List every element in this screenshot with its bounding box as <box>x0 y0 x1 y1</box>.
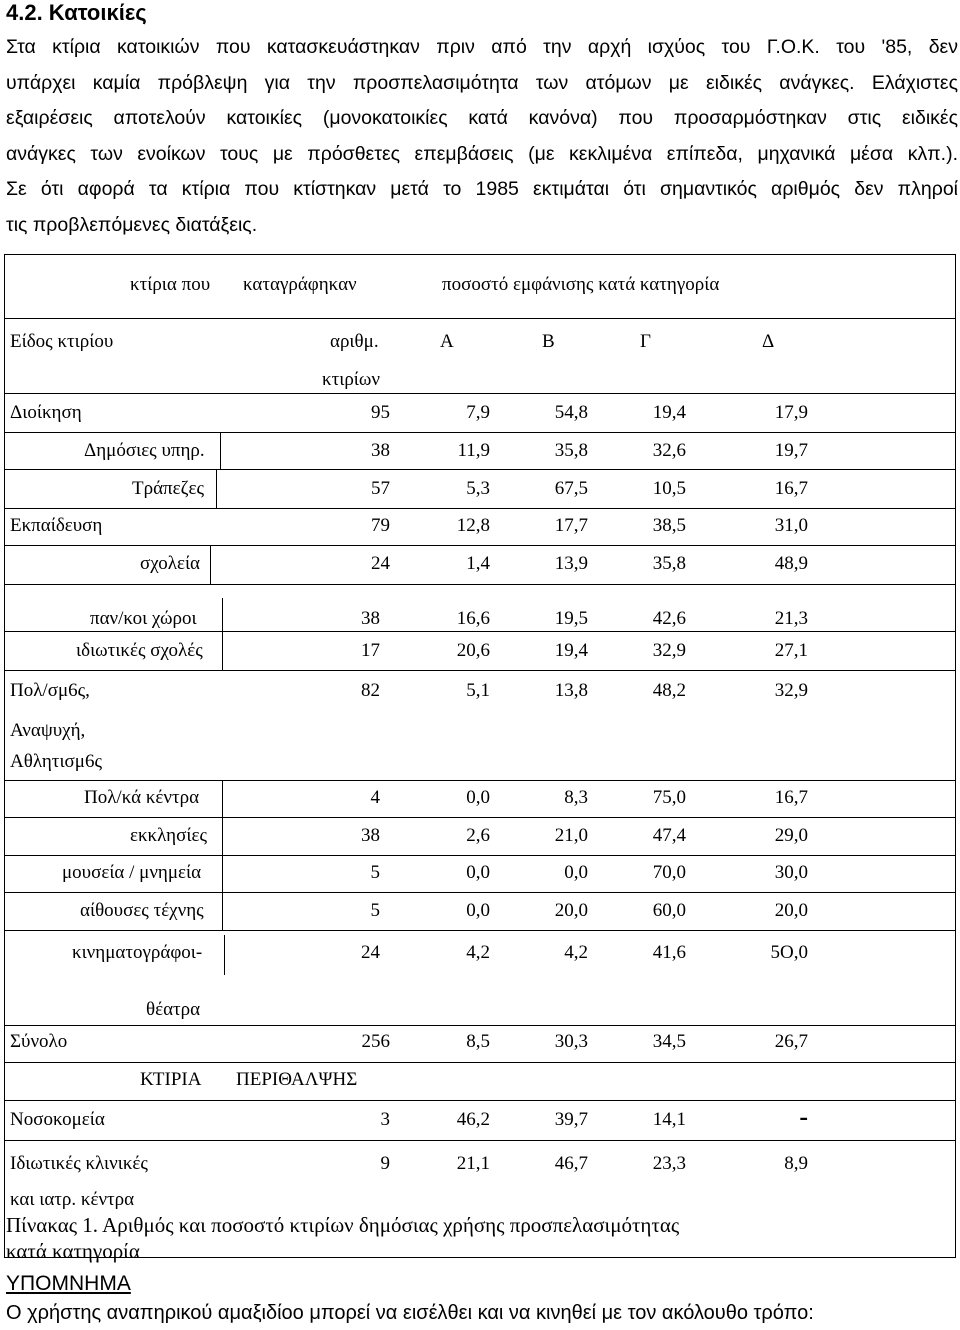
intro-line: τις προβλεπόμενες διατάξεις. <box>6 213 258 236</box>
cell-b: 0,0 <box>564 862 588 883</box>
cell-count: 24 <box>371 553 390 574</box>
cell-count: 95 <box>371 402 390 423</box>
cell-g: 34,5 <box>652 1031 686 1052</box>
cell-b: 20,0 <box>554 900 588 921</box>
cell-count: 57 <box>371 478 390 499</box>
cell-a: 16,6 <box>456 608 490 629</box>
cell-d: 32,9 <box>774 680 808 701</box>
cell-d: 30,0 <box>774 862 808 883</box>
cell-d: 31,0 <box>774 515 808 536</box>
cell-g: 32,9 <box>652 640 686 661</box>
row-label: Εκπαίδευση <box>10 515 103 536</box>
cell-b: 17,7 <box>554 515 588 536</box>
table-divider <box>4 545 956 546</box>
cell-count: 3 <box>380 1109 390 1130</box>
intro-line: εξαιρέσεις αποτελούν κατοικίες (μονοκατοικίες κατά κανόνα) που προσαρμόστηκαν στις ειδικές <box>6 107 958 129</box>
intro-line: υπάρχει καμία πρόβλεψη για την προσπελασιμότητα των ατόμων με ειδικές ανάγκες. Ελάχιστες <box>6 71 958 94</box>
column-separator <box>220 432 221 469</box>
cell-b: 19,5 <box>554 608 588 629</box>
row-label: Πολ/κά κέντρα <box>84 787 200 808</box>
col-header-count: κτιρίων <box>322 369 381 390</box>
cell-a: 11,9 <box>457 440 490 461</box>
cell-d: 27,1 <box>774 640 808 661</box>
cell-count: 5 <box>370 862 380 883</box>
table-divider <box>4 670 956 671</box>
table-divider <box>4 393 956 394</box>
cell-b: 67,5 <box>554 478 588 499</box>
table-divider <box>4 432 956 433</box>
cell-b: 13,9 <box>554 553 588 574</box>
row-label: εκκλησίες <box>130 825 207 846</box>
cell-g: 35,8 <box>652 553 686 574</box>
cell-count: 256 <box>361 1031 390 1052</box>
row-label: θέατρα <box>146 999 201 1020</box>
row-label: σχολεία <box>140 553 201 574</box>
legend-title: ΥΠΟΜΝΗΜΑ <box>6 1272 131 1295</box>
cell-b: 39,7 <box>554 1109 588 1130</box>
row-label: Αναψυχή, <box>10 720 86 741</box>
table-caption <box>6 1212 679 1264</box>
intro-line: Στα κτίρια κατοικιών που κατασκευάστηκαν πριν από την αρχή ισχύος του Γ.Ο.Κ. του '85, δεν <box>6 36 958 58</box>
cell-d: 8,9 <box>784 1153 808 1174</box>
cell-g: 19,4 <box>652 402 686 423</box>
row-label: Ιδιωτικές κλινικές <box>10 1153 148 1174</box>
cell-a: 0,0 <box>466 787 490 808</box>
cell-b: 30,3 <box>554 1031 588 1052</box>
row-label: Πολ/σμ6ς, <box>10 680 90 701</box>
cell-count: 38 <box>361 825 380 846</box>
cell-g: 75,0 <box>652 787 686 808</box>
row-label: Τράπεζες <box>132 478 204 499</box>
cell-b: 13,8 <box>554 680 588 701</box>
cell-count: 17 <box>361 640 380 661</box>
cell-b: 8,3 <box>564 787 588 808</box>
row-label: ιδιωτικές σχολές <box>76 640 203 661</box>
cell-d: 16,7 <box>774 478 808 499</box>
cell-count: 38 <box>361 608 380 629</box>
cell-d: 48,9 <box>774 553 808 574</box>
cell-g: 41,6 <box>652 942 686 963</box>
table-divider <box>4 855 956 856</box>
row-label: Διοίκηση <box>10 402 82 423</box>
table-divider <box>4 584 956 585</box>
cell-g: 14,1 <box>652 1109 686 1130</box>
table-divider <box>4 508 956 509</box>
header-recorded: καταγράφηκαν <box>243 274 357 295</box>
row-label: Νοσοκομεία <box>10 1109 105 1130</box>
col-header-a: Α <box>440 331 454 352</box>
col-header-count: αριθμ. <box>330 331 379 352</box>
column-separator <box>224 935 225 975</box>
header-buildings: κτίρια που <box>130 274 211 295</box>
table-divider <box>4 817 956 818</box>
cell-count: 5 <box>370 900 380 921</box>
row-label-total: Σύνολο <box>10 1031 68 1052</box>
cell-count: 4 <box>370 787 380 808</box>
col-header-d: Δ <box>762 331 775 352</box>
cell-a: 46,2 <box>456 1109 490 1130</box>
cell-d: 16,7 <box>774 787 808 808</box>
cell-g: 70,0 <box>652 862 686 883</box>
table-divider <box>4 1140 956 1141</box>
cell-a: 2,6 <box>466 825 490 846</box>
subheader-buildings: ΚΤΙΡΙΑ <box>140 1069 202 1090</box>
row-label: Αθλητισμ6ς <box>10 751 103 772</box>
column-separator <box>222 780 223 930</box>
cell-g: 47,4 <box>652 825 686 846</box>
row-label: μουσεία / μνημεία <box>62 862 202 883</box>
column-separator <box>222 598 223 670</box>
table-divider <box>4 1100 956 1101</box>
column-separator <box>210 545 211 584</box>
cell-a: 1,4 <box>466 553 490 574</box>
row-label: κινηματογράφοι- <box>72 942 203 963</box>
cell-d: 17,9 <box>774 402 808 423</box>
cell-count: 82 <box>361 680 380 701</box>
intro-line: ανάγκες των ενοίκων τους με πρόσθετες επεμβάσεις (με κεκλιμένα επίπεδα, μηχανικά μέσα κλπ.). <box>6 142 958 165</box>
col-header-type: Είδος κτιρίου <box>10 331 114 352</box>
cell-a: 5,1 <box>466 680 490 701</box>
cell-a: 0,0 <box>466 862 490 883</box>
table-divider <box>4 892 956 893</box>
cell-d: 19,7 <box>774 440 808 461</box>
column-separator <box>216 469 217 508</box>
table-divider <box>4 631 956 632</box>
caption-line: Πίνακας 1. Αριθμός και ποσοστό κτιρίων δημόσιας χρήσης προσπελασιμότητας <box>6 1213 680 1237</box>
cell-g: 60,0 <box>652 900 686 921</box>
cell-a: 4,2 <box>466 942 490 963</box>
cell-b: 54,8 <box>554 402 588 423</box>
cell-a: 0,0 <box>466 900 490 921</box>
cell-a: 21,1 <box>456 1153 490 1174</box>
cell-a: 12,8 <box>456 515 490 536</box>
row-label: και ιατρ. κέντρα <box>10 1189 135 1210</box>
section-heading: 4.2. Κατοικίες <box>6 0 147 25</box>
table-divider <box>4 318 956 319</box>
cell-g: 10,5 <box>652 478 686 499</box>
cell-d: 5O,0 <box>770 942 808 963</box>
table-divider <box>4 780 956 781</box>
table-divider <box>4 930 956 931</box>
row-label: παν/κοι χώροι <box>90 608 197 629</box>
cell-b: 46,7 <box>554 1153 588 1174</box>
cell-a: 7,9 <box>466 402 490 423</box>
intro-paragraph <box>6 30 958 243</box>
cell-count: 38 <box>371 440 390 461</box>
cell-b: 4,2 <box>564 942 588 963</box>
cell-a: 8,5 <box>466 1031 490 1052</box>
cell-a: 20,6 <box>456 640 490 661</box>
table-divider <box>4 1025 956 1026</box>
cell-b: 19,4 <box>554 640 588 661</box>
intro-line: Σε ότι αφορά τα κτίρια που κτίστηκαν μετά το 1985 εκτιμάται ότι σημαντικός αριθμός δεν πληροί <box>6 178 958 200</box>
caption-line: κατά κατηγορία <box>6 1239 140 1263</box>
cell-d: 29,0 <box>774 825 808 846</box>
row-label: Δημόσιες υπηρ. <box>84 440 205 461</box>
cell-g: 42,6 <box>652 608 686 629</box>
cell-g: 48,2 <box>652 680 686 701</box>
cell-d: 26,7 <box>774 1031 808 1052</box>
cell-count: 9 <box>380 1153 390 1174</box>
row-label: αίθουσες τέχνης <box>80 900 204 921</box>
cell-g: 32,6 <box>652 440 686 461</box>
col-header-b: Β <box>542 331 555 352</box>
cell-count: 24 <box>361 942 380 963</box>
cell-a: 5,3 <box>466 478 490 499</box>
subheader-care: ΠΕΡΙΘΑΛΨΗΣ <box>236 1069 358 1090</box>
cell-b: 21,0 <box>554 825 588 846</box>
cell-count: 79 <box>371 515 390 536</box>
cell-d: 21,3 <box>774 608 808 629</box>
cell-g: 38,5 <box>652 515 686 536</box>
legend-text: Ο χρήστης αναπηρικού αμαξιδίοο μπορεί να εισέλθει και να κινηθεί με τον ακόλουθο τρόπο: <box>6 1302 814 1324</box>
header-percentage: ποσοστό εμφάνισης κατά κατηγορία <box>442 274 720 295</box>
col-header-g: Γ <box>640 331 651 352</box>
table-divider <box>4 1062 956 1063</box>
table-divider <box>4 469 956 470</box>
cell-b: 35,8 <box>554 440 588 461</box>
cell-d: 20,0 <box>774 900 808 921</box>
cell-d: - <box>799 1102 808 1131</box>
cell-g: 23,3 <box>652 1153 686 1174</box>
